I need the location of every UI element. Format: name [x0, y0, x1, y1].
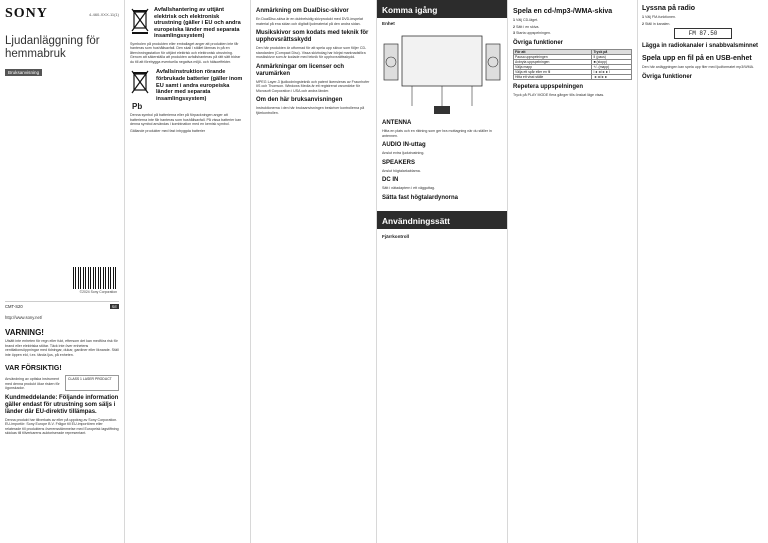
notes-panel	[251, 0, 377, 543]
speakers-text: Anslut högtalarkablarna.	[382, 168, 421, 173]
language-badge: SE	[111, 304, 117, 309]
customer-notice-heading: Kundmeddelande: Följande information gäller endast för utrustning som säljs i länder där EU-direktiv tillämpas.	[5, 394, 119, 415]
audio-in-heading: AUDIO IN-uttag	[382, 142, 426, 148]
battery-for-tail: Gällande produkter med fast inbyggda batterier	[130, 128, 206, 133]
battery-section	[130, 69, 245, 111]
table-cell: Hitta ett visst ställe	[514, 74, 592, 79]
barcode-icon	[73, 267, 117, 289]
play-step-3: 3 Starta uppspelningen.	[513, 31, 551, 35]
license-text: MPEG Layer-3 ljudkodningsteknik och patent licensieras av Fraunhofer IIS och Thomson. Windows Media är ett registrerat varumärke för Microsoft Corporation i USA och andra länder.	[256, 79, 370, 93]
battery-text: Denna symbol på batterierna eller på förpackningen anger att batterierna inte får hanteras som hushållsavfall. På vissa batterier kan denna symbol användas i kombination med en kemisk symbol.	[130, 113, 242, 127]
frequency-display: FM 87.50	[674, 28, 732, 39]
audio-in-text: Anslut extra ljudutrustning.	[382, 151, 425, 155]
radio-heading: Lyssna på radio	[642, 5, 696, 12]
manual-title: Ljudanläggning för hemmabruk	[5, 35, 100, 60]
copyright-disc-text: Den här produkten är utformad för att spela upp skivor som följer CD-standarden (Compact Disc). Vissa skivbolag har börjat marknadsföra musikskivor som är kodade med teknik för upphovsrättsskydd.	[256, 46, 367, 59]
radio-usb-panel	[638, 0, 768, 543]
table-cell: ◄◄/►►	[592, 74, 632, 79]
table-cell: Avbryta uppspelningen	[514, 59, 592, 64]
cover-panel	[0, 0, 125, 543]
about-manual-text: Instruktionerna i den här bruksanvisningen beskriver kontrollerna på fjärrkontrollen.	[256, 106, 365, 115]
customer-notice-text: Denna produkt har tillverkats av eller på uppdrag av Sony Corporation. EU-importör: Sony Europe B.V. Frågor till EU-importören eller relaterade till produktens överensstämmelse med Europeisk lagstiftning skickas till tillverkarens auktoriserade representant.	[5, 417, 119, 435]
table-cell: II (paus)	[592, 54, 632, 59]
warning-heading: VARNING!	[5, 328, 44, 337]
warning-text: Utsätt inte enheten för regn eller fukt, eftersom det kan medföra risk för brand eller elektriska stötar. Täck inte över enhetens ventilationsöppningar med tidningar, dukar, gardiner eller liknande. Ställ inte öppen eld, t.ex. tända ljus, på enheten.	[5, 339, 119, 357]
model-code: 4-460-XXX-11(1)	[89, 12, 119, 17]
usb-heading: Spela upp en fil på en USB-enhet	[642, 55, 752, 62]
sony-logo: SONY	[5, 6, 48, 21]
table-cell: +/- (mapp)	[592, 64, 632, 69]
table-row	[514, 74, 632, 79]
battery-title: Avfallsinstruktion rörande förbrukade batterier (gäller inom EU samt i andra europeiska länder med separata insamlingssystem)	[156, 69, 243, 102]
other-functions-heading: Övriga funktioner	[513, 39, 564, 46]
model-name: CMT-S20	[5, 304, 23, 309]
other-functions-right-heading: Övriga funktioner	[642, 73, 693, 80]
play-step-2: 2 Sätt i en skiva.	[513, 24, 540, 29]
dc-in-heading: DC IN	[382, 177, 399, 183]
license-heading: Anmärkningar om licenser och varumärken	[256, 63, 345, 77]
radio-step-1: 1 Välj FM-funktionen.	[642, 15, 676, 19]
table-header: Tryck på	[592, 49, 632, 54]
battery-symbol	[130, 69, 152, 111]
play-disc-heading: Spela en cd-/mp3-/WMA-skiva	[513, 8, 613, 15]
remote-section	[377, 229, 507, 242]
usb-text: Den här anläggningen kan spela upp filer med ljudformatet mp3/WMA.	[642, 65, 755, 69]
caution-heading: VAR FÖRSIKTIG!	[5, 365, 62, 372]
radio-step-1-text: Välj FM-funktionen.	[645, 15, 676, 19]
sony-url[interactable]: http://www.sony.net/	[5, 315, 43, 320]
getting-started-content	[377, 18, 507, 205]
antenna-heading: ANTENNA	[382, 120, 412, 126]
weee-title: Avfallshantering av uttjänt elektrisk och elektronisk utrustning (gäller i EU och andra europeiska länder med separata insamlingssystem)	[154, 7, 241, 40]
about-manual-heading: Om den här bruksanvisningen	[256, 97, 343, 103]
dualdisc-heading: Anmärkning om DualDisc-skivor	[256, 8, 349, 14]
repeat-text: Tryck på PLAY MODE flera gånger tills önskat läge visas.	[513, 92, 605, 97]
play-step-3-text: Starta uppspelningen.	[516, 31, 551, 35]
speakers-heading: SPEAKERS	[382, 159, 416, 166]
play-step-1-text: Välj CD-läget.	[516, 18, 539, 22]
playback-panel	[508, 0, 638, 543]
pads-heading: Sätta fast högtalardynorna	[382, 194, 459, 201]
table-header: För att	[514, 49, 592, 54]
laser-warning	[5, 375, 119, 391]
radio-step-2: 2 Ställ in kanalen.	[642, 21, 671, 26]
repeat-heading: Repetera uppspelningen	[513, 83, 584, 90]
model-row	[5, 301, 119, 309]
laser-class-label: CLASS 1 LASER PRODUCT	[65, 375, 119, 391]
connection-diagram	[382, 26, 502, 116]
preset-heading: Lägga in radiokanaler i snabbvalsminnet	[642, 43, 759, 49]
disposal-panel	[125, 0, 251, 543]
dc-in-text: Sätt i nätadaptern i ett vägguttag.	[382, 186, 435, 190]
play-step-2-text: Sätt i en skiva.	[516, 24, 540, 29]
functions-table	[513, 49, 632, 80]
crossed-bin-battery-icon	[130, 69, 150, 97]
getting-started-banner: Komma igång	[377, 0, 507, 18]
dualdisc-text: En DualDisc-skiva är en dubbelsidig skivprodukt med DVD-inspelat material på ena sidan och digitalt ljudmaterial på den andra sidan.	[256, 17, 363, 26]
manual-subtitle: Bruksanvisning	[5, 69, 42, 76]
table-cell: Välja mapp	[514, 64, 592, 69]
getting-started-panel	[377, 0, 508, 543]
play-step-1: 1 Välj CD-läget.	[513, 18, 539, 22]
playback-content	[508, 0, 637, 100]
radio-step-2-text: Ställ in kanalen.	[645, 21, 671, 26]
copyright-text: ©2024 Sony Corporation	[79, 290, 117, 294]
table-cell: Välja ett spår eller en fil	[514, 69, 592, 74]
weee-section	[130, 7, 245, 40]
remote-label: Fjärrkontroll	[382, 233, 410, 239]
crossed-bin-icon	[130, 7, 150, 35]
barcode-area	[5, 267, 119, 297]
table-cell: ■ (stopp)	[592, 59, 632, 64]
unit-label: Enhet	[382, 21, 395, 26]
caution-text: Användning av optiska instrument med denna produkt ökar risken för ögonskador.	[5, 377, 60, 390]
weee-text: Symbolen på produkten eller emballaget anger att produkten inte får hanteras som hushållsavfall. Den skall i stället lämnas in på en återvinningsstation för uttjänt elektrisk och elektronisk utrustning. Genom att säkerställa att produkten avfallshanteras på rätt sätt bidrar du till att förebygga eventuella negativa miljö- och hälsoeffekter.	[130, 41, 241, 64]
pb-chemical-symbol: Pb	[132, 102, 143, 112]
usage-banner: Användningssätt	[377, 211, 507, 229]
table-cell: I◄◄/►►I	[592, 69, 632, 74]
antenna-text: Hitta en plats och en riktning som ger bra mottagning när du ställer in antennen.	[382, 129, 492, 138]
copyright-disc-heading: Musikskivor som kodats med teknik för upphovsrättsskydd	[256, 30, 369, 43]
table-cell: Pausa uppspelningen	[514, 54, 592, 59]
